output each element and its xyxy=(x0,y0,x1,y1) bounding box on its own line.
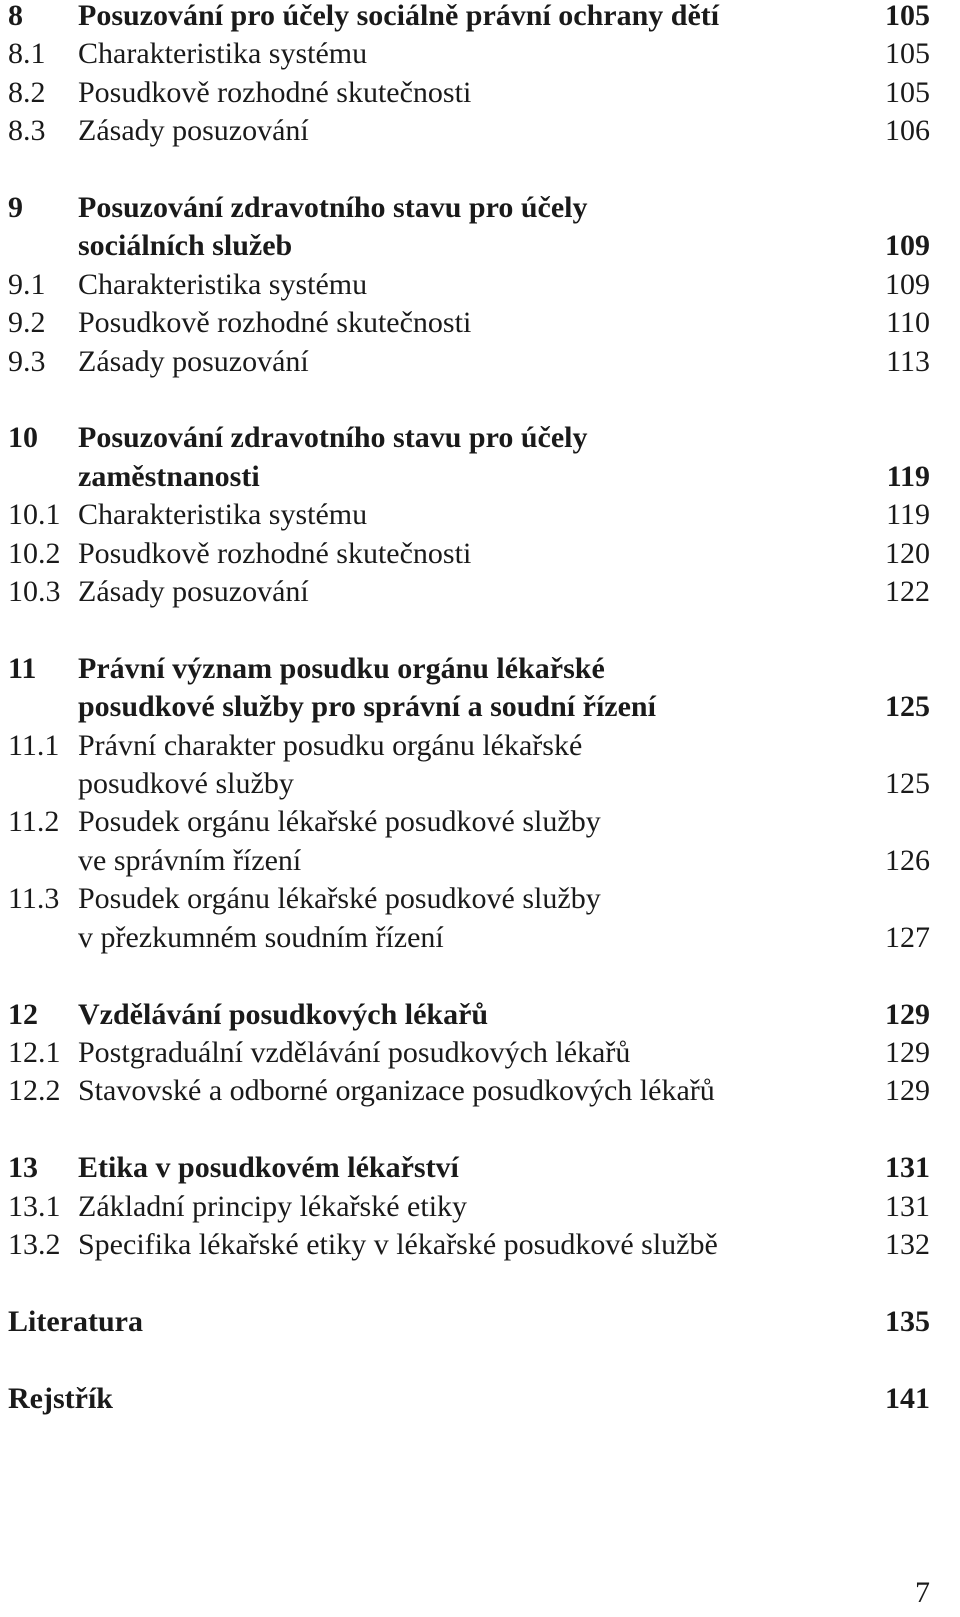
toc-entry-number: 12 xyxy=(8,997,38,1031)
toc-entry-page: 113 xyxy=(886,344,930,378)
toc-entry-title-line: Etika v posudkovém lékařství xyxy=(78,1151,459,1185)
toc-section-10-1[interactable] xyxy=(8,496,930,534)
toc-entry-title-line: Charakteristika systému xyxy=(78,267,368,301)
toc-entry-number: 10 xyxy=(8,421,38,455)
toc-entry-page: 126 xyxy=(885,843,930,877)
toc-entry-title-line: Zásady posuzování xyxy=(78,575,309,609)
toc-entry-page: 120 xyxy=(885,536,930,570)
toc-entry-title-line: Posudkově rozhodné skutečnosti xyxy=(78,75,472,109)
toc-entry-title xyxy=(78,1072,840,1110)
toc-entry-title-line: v přezkumném soudním řízení xyxy=(78,920,444,954)
toc-section-13-2[interactable] xyxy=(8,1226,930,1264)
toc-entry-title xyxy=(78,650,840,727)
toc-entry-title xyxy=(78,189,840,266)
page-number: 7 xyxy=(915,1576,930,1609)
toc-entry-page: 109 xyxy=(885,267,930,301)
toc-entry-number: 10.3 xyxy=(8,575,61,609)
toc-entry-number: 11.1 xyxy=(8,728,60,762)
toc-entry-page: 110 xyxy=(886,306,930,340)
toc-entry-page: 135 xyxy=(885,1304,930,1338)
toc-entry-number: 13 xyxy=(8,1151,38,1185)
toc-entry-title-line: ve správním řízení xyxy=(78,843,302,877)
toc-section-10-2[interactable] xyxy=(8,535,930,573)
toc-entry-page: 132 xyxy=(885,1227,930,1261)
toc-chapter-12[interactable] xyxy=(8,996,930,1034)
toc-extra-0[interactable] xyxy=(8,1303,930,1341)
toc-entry-title xyxy=(78,880,840,957)
toc-entry-title-line: Stavovské a odborné organizace posudkových lékařů xyxy=(78,1074,715,1108)
table-of-contents xyxy=(8,0,930,1418)
toc-entry-title xyxy=(78,419,840,496)
toc-entry-page: 131 xyxy=(885,1151,930,1185)
toc-entry-title-line: Zásady posuzování xyxy=(78,114,309,148)
toc-entry-title xyxy=(78,266,840,304)
toc-section-11-2[interactable] xyxy=(8,803,930,880)
toc-entry-number: 9.1 xyxy=(8,267,46,301)
toc-entry-title xyxy=(78,1034,840,1072)
toc-entry-page: 131 xyxy=(885,1189,930,1223)
toc-section-13-1[interactable] xyxy=(8,1188,930,1226)
toc-section-8-2[interactable] xyxy=(8,74,930,112)
toc-extra-1[interactable] xyxy=(8,1380,930,1418)
toc-entry-number: 11 xyxy=(8,651,37,685)
toc-entry-title xyxy=(78,0,840,35)
toc-section-12-1[interactable] xyxy=(8,1034,930,1072)
toc-entry-title-line: Posuzování zdravotního stavu pro účely xyxy=(78,421,588,455)
toc-entry-title xyxy=(78,343,840,381)
toc-entry-number: 13.1 xyxy=(8,1189,61,1223)
toc-entry-title xyxy=(78,727,840,804)
toc-entry-page: 125 xyxy=(885,767,930,801)
toc-entry-title-line: Právní charakter posudku orgánu lékařské xyxy=(78,728,583,762)
toc-entry-title-line: zaměstnanosti xyxy=(78,459,260,493)
toc-section-10-3[interactable] xyxy=(8,573,930,611)
toc-entry-title-line: Specifika lékařské etiky v lékařské posudkové službě xyxy=(78,1227,718,1261)
toc-entry-number: 12.2 xyxy=(8,1074,61,1108)
toc-entry-number: 11.2 xyxy=(8,805,60,839)
toc-section-9-3[interactable] xyxy=(8,343,930,381)
toc-chapter-10[interactable] xyxy=(8,419,930,496)
toc-entry-title-line: Charakteristika systému xyxy=(78,498,368,532)
toc-section-8-3[interactable] xyxy=(8,112,930,150)
toc-entry-title xyxy=(78,803,840,880)
toc-entry-number: 8 xyxy=(8,0,23,32)
toc-entry-page: 125 xyxy=(885,690,930,724)
toc-entry-title-line: sociálních služeb xyxy=(78,229,293,263)
toc-section-8-1[interactable] xyxy=(8,35,930,73)
toc-entry-title xyxy=(78,304,840,342)
toc-section-12-2[interactable] xyxy=(8,1072,930,1110)
toc-entry-title-line: Zásady posuzování xyxy=(78,344,309,378)
toc-entry-title-line: Postgraduální vzdělávání posudkových lékařů xyxy=(78,1035,631,1069)
toc-entry-title xyxy=(78,74,840,112)
toc-entry-title-line: Posudek orgánu lékařské posudkové služby xyxy=(78,805,601,839)
toc-section-11-1[interactable] xyxy=(8,727,930,804)
toc-entry-page: 105 xyxy=(885,75,930,109)
toc-entry-page: 106 xyxy=(885,114,930,148)
toc-entry-title: Rejstřík xyxy=(8,1381,113,1415)
toc-entry-number: 8.1 xyxy=(8,37,46,71)
toc-entry-number: 9.2 xyxy=(8,306,46,340)
toc-entry-title-line: Právní význam posudku orgánu lékařské xyxy=(78,651,605,685)
toc-entry-page: 109 xyxy=(885,229,930,263)
toc-entry-title-line: posudkové služby xyxy=(78,767,294,801)
toc-entry-title xyxy=(78,1226,840,1264)
toc-entry-title xyxy=(78,1188,840,1226)
toc-entry-title-line: Charakteristika systému xyxy=(78,37,368,71)
toc-entry-page: 129 xyxy=(885,997,930,1031)
toc-entry-title-line: Posudkově rozhodné skutečnosti xyxy=(78,536,472,570)
toc-entry-number: 12.1 xyxy=(8,1035,61,1069)
toc-entry-number: 8.2 xyxy=(8,75,46,109)
toc-entry-title-line: Posudkově rozhodné skutečnosti xyxy=(78,306,472,340)
toc-entry-page: 129 xyxy=(885,1074,930,1108)
toc-entry-number: 10.2 xyxy=(8,536,61,570)
toc-entry-title-line: Posuzování pro účely sociálně právní ochrany dětí xyxy=(78,0,720,32)
toc-entry-page: 119 xyxy=(886,498,930,532)
toc-entry-title-line: posudkové služby pro správní a soudní řízení xyxy=(78,690,656,724)
toc-entry-title xyxy=(78,112,840,150)
toc-entry-page: 105 xyxy=(885,37,930,71)
toc-entry-page: 141 xyxy=(885,1381,930,1415)
toc-entry-number: 13.2 xyxy=(8,1227,61,1261)
toc-entry-number: 9.3 xyxy=(8,344,46,378)
toc-chapter-11[interactable] xyxy=(8,650,930,727)
toc-entry-page: 129 xyxy=(885,1035,930,1069)
toc-chapter-9[interactable] xyxy=(8,189,930,266)
toc-entry-number: 8.3 xyxy=(8,114,46,148)
toc-entry-page: 119 xyxy=(886,459,930,493)
toc-entry-title xyxy=(78,1149,840,1187)
toc-entry-title xyxy=(78,573,840,611)
toc-entry-number: 11.3 xyxy=(8,882,60,916)
toc-entry-number: 10.1 xyxy=(8,498,61,532)
toc-entry-title-line: Vzdělávání posudkových lékařů xyxy=(78,997,489,1031)
toc-entry-page: 127 xyxy=(885,920,930,954)
toc-chapter-8[interactable] xyxy=(8,0,930,35)
toc-entry-title: Literatura xyxy=(8,1304,143,1338)
toc-entry-title xyxy=(78,535,840,573)
toc-entry-title-line: Základní principy lékařské etiky xyxy=(78,1189,468,1223)
toc-entry-number: 9 xyxy=(8,191,23,225)
toc-chapter-13[interactable] xyxy=(8,1149,930,1187)
toc-section-9-2[interactable] xyxy=(8,304,930,342)
toc-entry-title-line: Posuzování zdravotního stavu pro účely xyxy=(78,191,588,225)
toc-entry-title xyxy=(78,35,840,73)
toc-entry-page: 122 xyxy=(885,575,930,609)
toc-entry-title xyxy=(78,996,840,1034)
toc-section-9-1[interactable] xyxy=(8,266,930,304)
toc-entry-page: 105 xyxy=(885,0,930,32)
toc-entry-title xyxy=(78,496,840,534)
toc-section-11-3[interactable] xyxy=(8,880,930,957)
toc-entry-title-line: Posudek orgánu lékařské posudkové služby xyxy=(78,882,601,916)
